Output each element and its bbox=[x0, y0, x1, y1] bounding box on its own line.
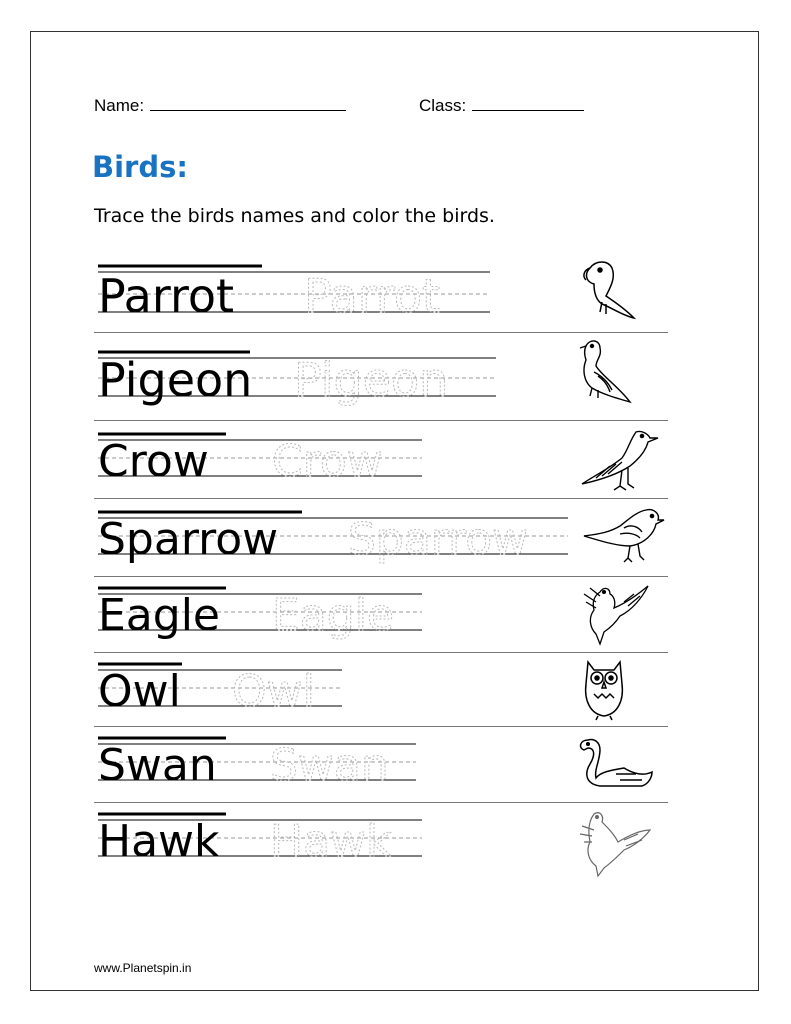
name-label: Name: bbox=[94, 96, 145, 115]
trace-lines bbox=[92, 810, 432, 870]
trace-lines bbox=[92, 508, 572, 568]
bird-row-sparrow bbox=[0, 500, 791, 578]
solid-word: Eagle bbox=[98, 590, 220, 641]
page-title: Birds: bbox=[92, 150, 188, 184]
trace-lines bbox=[92, 660, 352, 720]
solid-word: Owl bbox=[98, 666, 181, 717]
dotted-word: Hawk bbox=[270, 816, 392, 867]
solid-word: Sparrow bbox=[98, 514, 279, 565]
parrot-icon bbox=[572, 256, 644, 324]
bird-row-pigeon bbox=[0, 334, 791, 422]
solid-word: Crow bbox=[98, 436, 209, 487]
sparrow-icon bbox=[580, 504, 666, 566]
solid-word: Pigeon bbox=[98, 353, 253, 407]
name-blank[interactable] bbox=[150, 96, 346, 111]
hawk-icon bbox=[578, 806, 652, 878]
instructions: Trace the birds names and color the birds. bbox=[94, 205, 495, 227]
trace-lines bbox=[92, 734, 432, 794]
bird-row-eagle bbox=[0, 578, 791, 654]
name-field bbox=[94, 96, 346, 116]
swan-icon bbox=[576, 734, 656, 794]
trace-lines bbox=[92, 348, 502, 418]
class-blank[interactable] bbox=[472, 96, 584, 111]
bird-row-swan bbox=[0, 728, 791, 804]
bird-row-crow bbox=[0, 422, 791, 500]
dotted-word: Swan bbox=[270, 740, 389, 791]
solid-word: Parrot bbox=[98, 269, 235, 323]
row-divider bbox=[94, 576, 668, 577]
trace-lines bbox=[92, 584, 432, 644]
footer-website: www.Planetspin.in bbox=[94, 961, 192, 975]
bird-row-parrot bbox=[0, 256, 791, 334]
row-divider bbox=[94, 802, 668, 803]
row-divider bbox=[94, 332, 668, 333]
row-divider bbox=[94, 420, 668, 421]
dotted-word: Parrot bbox=[304, 269, 441, 323]
pigeon-icon bbox=[572, 336, 636, 408]
dotted-word: Owl bbox=[232, 666, 315, 717]
row-divider bbox=[94, 652, 668, 653]
class-label: Class: bbox=[419, 96, 467, 115]
row-divider bbox=[94, 726, 668, 727]
dotted-word: Eagle bbox=[272, 590, 394, 641]
bird-row-owl bbox=[0, 654, 791, 728]
class-field bbox=[419, 96, 584, 116]
eagle-icon bbox=[580, 582, 652, 646]
trace-lines bbox=[92, 262, 502, 322]
crow-icon bbox=[576, 426, 660, 494]
dotted-word: Pigeon bbox=[294, 353, 449, 407]
dotted-word: Crow bbox=[272, 436, 383, 487]
solid-word: Hawk bbox=[98, 816, 220, 867]
solid-word: Swan bbox=[98, 740, 217, 791]
dotted-word: Sparrow bbox=[348, 514, 529, 565]
owl-icon bbox=[580, 656, 628, 722]
trace-lines bbox=[92, 430, 432, 490]
bird-row-hawk bbox=[0, 804, 791, 884]
row-divider bbox=[94, 498, 668, 499]
